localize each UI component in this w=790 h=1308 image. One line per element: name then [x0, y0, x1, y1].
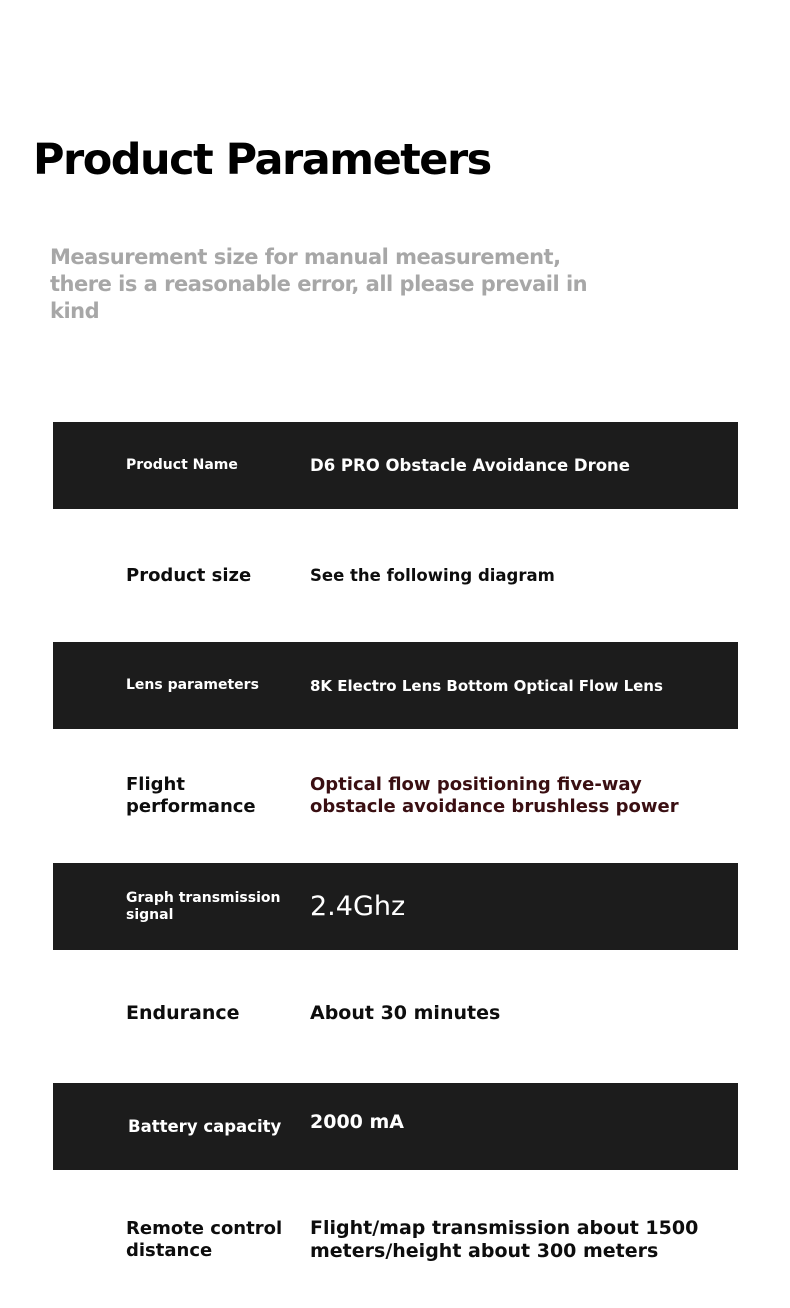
- param-label: Flight performance: [126, 773, 256, 817]
- param-row-graph-transmission-signal: [53, 863, 738, 950]
- param-label: Remote control distance: [126, 1217, 283, 1261]
- param-label: Endurance: [126, 1002, 240, 1024]
- param-label: Battery capacity: [128, 1117, 282, 1136]
- param-row-flight-performance: [53, 752, 738, 839]
- param-value: About 30 minutes: [310, 1002, 501, 1024]
- param-value: Flight/map transmission about 1500 meters/height about 300 meters: [310, 1216, 699, 1262]
- param-row-lens-parameters: [53, 642, 738, 729]
- param-row-remote-control-distance: [53, 1196, 738, 1283]
- param-label: Graph transmission signal: [126, 889, 281, 923]
- param-label: Product Name: [126, 457, 238, 473]
- param-row-endurance: [53, 970, 738, 1057]
- param-label: Product size: [126, 564, 252, 586]
- param-row-battery-capacity: [53, 1083, 738, 1170]
- page-title: Product Parameters: [33, 135, 491, 185]
- param-value: Optical flow positioning five-way obstacle avoidance brushless power: [310, 773, 679, 817]
- param-value: 8K Electro Lens Bottom Optical Flow Lens: [310, 676, 663, 695]
- param-row-product-name: [53, 422, 738, 509]
- param-row-product-size: [53, 532, 738, 619]
- param-value: 2000 mA: [310, 1110, 404, 1133]
- param-value: See the following diagram: [310, 566, 555, 585]
- measurement-note: Measurement size for manual measurement, there is a reasonable error, all please prevail in kind: [50, 245, 588, 323]
- param-label: Lens parameters: [126, 677, 259, 693]
- param-value: 2.4Ghz: [310, 891, 406, 922]
- param-value: D6 PRO Obstacle Avoidance Drone: [310, 456, 630, 475]
